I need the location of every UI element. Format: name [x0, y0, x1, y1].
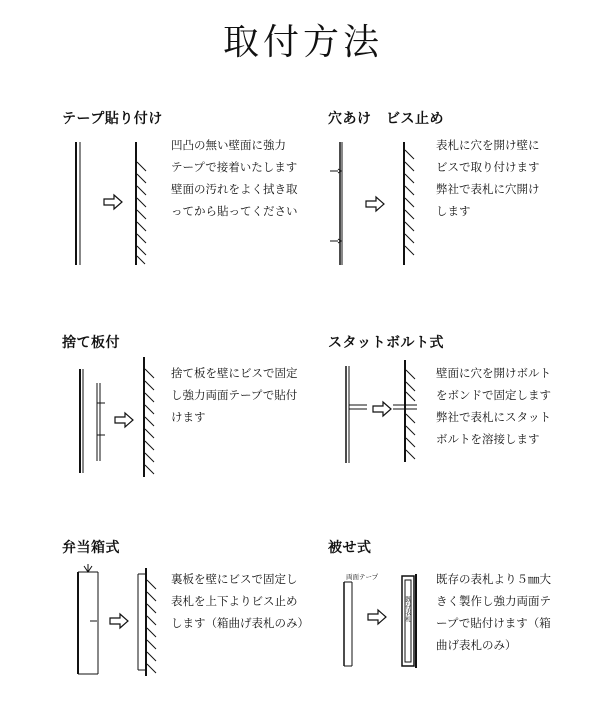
description-line: します（箱曲げ表札のみ）: [171, 616, 309, 630]
description-line: 凹凸の無い壁面に強力: [171, 138, 286, 152]
description-line: 既存の表札より５㎜大: [436, 572, 551, 586]
description-box: [171, 568, 309, 634]
description-line: 曲げ表札のみ）: [436, 638, 517, 652]
description-line: きく製作し強力両面テ: [436, 594, 551, 608]
description-line: 表札に穴を開け壁に: [436, 138, 540, 152]
diagram-hole: [322, 140, 432, 270]
label-double-tape: 両面テープ: [346, 573, 379, 581]
description-line: します: [436, 204, 471, 218]
description-cover: [436, 568, 551, 656]
diagram-stud: [333, 358, 433, 468]
heading-plate: 捨て板付: [62, 335, 120, 351]
heading-hole: 穴あけ ビス止め: [328, 111, 444, 127]
description-plate: [171, 362, 298, 428]
description-line: 裏板を壁にビスで固定し: [171, 572, 298, 586]
description-line: テープで接着いたします: [171, 160, 298, 174]
label-existing-plate: 既存表札: [404, 596, 412, 622]
description-stud: [436, 362, 551, 450]
diagram-box: [70, 562, 170, 682]
description-line: けます: [171, 410, 206, 424]
heading-cover: 被せ式: [328, 540, 372, 556]
description-line: ボルトを溶接します: [436, 432, 540, 446]
description-line: 壁面に穴を開けボルト: [436, 366, 551, 380]
description-line: 捨て板を壁にビスで固定: [171, 366, 298, 380]
page-title: 取付方法: [222, 22, 383, 63]
diagram-plate: [70, 355, 170, 480]
description-line: をボンドで固定します: [436, 388, 551, 402]
heading-stud: スタットボルト式: [328, 335, 444, 351]
diagram-cover: [330, 566, 430, 676]
description-line: 表札を上下よりビス止め: [171, 594, 298, 608]
description-line: 弊社で表札に穴開け: [436, 182, 540, 196]
heading-tape: テープ貼り付け: [62, 111, 163, 127]
description-hole: [436, 134, 540, 222]
description-line: 壁面の汚れをよく拭き取: [171, 182, 298, 196]
heading-box: 弁当箱式: [62, 540, 120, 556]
description-line: ビスで取り付けます: [436, 160, 540, 174]
description-line: 弊社で表札にスタット: [436, 410, 551, 424]
description-tape: [171, 134, 298, 222]
description-line: ープで貼付けます（箱: [436, 616, 551, 630]
description-line: し強力両面テープで貼付: [171, 388, 298, 402]
diagram-tape: [68, 140, 168, 270]
description-line: ってから貼ってください: [171, 204, 298, 218]
